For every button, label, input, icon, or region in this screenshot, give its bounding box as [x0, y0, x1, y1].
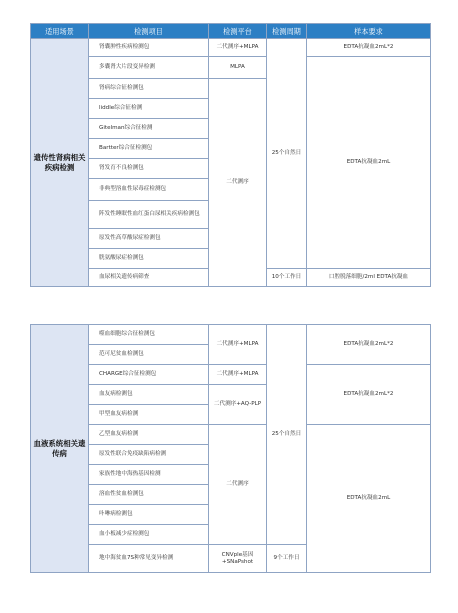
cycle-cell: 9个工作日 — [267, 545, 307, 573]
test-item: 血小板减少症检测包 — [89, 525, 209, 545]
test-item: 肾囊肿性疾病检测包 — [89, 39, 209, 57]
platform-cell: CNVple基因+SNaPshot — [209, 545, 267, 573]
test-item: 阵发性睡眠性血红蛋白尿相关疾病检测包 — [89, 201, 209, 229]
table-row — [31, 425, 431, 445]
table-row — [31, 39, 431, 57]
test-item: 甲型血友病检测 — [89, 405, 209, 425]
test-item: 原发性高草酸尿症检测包 — [89, 229, 209, 249]
test-item: 肾发育不良检测包 — [89, 159, 209, 179]
test-item: Bartter综合征检测包 — [89, 139, 209, 159]
header-cycle: 检测周期 — [267, 24, 307, 39]
sample-cell: EDTA抗凝血2mL*2 — [307, 39, 431, 57]
test-item: 肾病综合征检测包 — [89, 79, 209, 99]
table-section-blood — [30, 324, 430, 573]
test-item: 血友病检测包 — [89, 385, 209, 405]
cycle-cell: 10个工作日 — [267, 269, 307, 287]
cycle-cell: 25个自然日 — [267, 39, 307, 269]
test-item: 范可尼贫血检测包 — [89, 345, 209, 365]
test-item: liddle综合征检测 — [89, 99, 209, 119]
sample-cell: EDTA抗凝血2mL — [307, 57, 431, 269]
platform-cell: 二代测序+MLPA — [209, 365, 267, 385]
platform-cell: MLPA — [209, 57, 267, 79]
scene-cell: 血液系统相关遗传病 — [31, 325, 89, 573]
test-item: Gitelman综合征检测 — [89, 119, 209, 139]
table-row — [31, 325, 431, 345]
platform-cell: 二代测序+AQ-PLP — [209, 385, 267, 425]
table-section-renal — [30, 23, 430, 287]
sample-cell: EDTA抗凝血2mL — [307, 425, 431, 573]
test-item: 血尿相关遗传病筛查 — [89, 269, 209, 287]
test-item: 噬血细胞综合征检测包 — [89, 325, 209, 345]
test-item: 胱氨酸尿症检测包 — [89, 249, 209, 269]
test-item: CHARGE综合征检测包 — [89, 365, 209, 385]
renal-disease-table — [30, 23, 431, 287]
platform-cell: 二代测序+MLPA — [209, 325, 267, 365]
test-item: 乙型血友病检测 — [89, 425, 209, 445]
table-row — [31, 57, 431, 79]
platform-cell: 二代测序 — [209, 425, 267, 545]
header-sample: 样本要求 — [307, 24, 431, 39]
test-item: 家族性地中海热基因检测 — [89, 465, 209, 485]
test-item: 卟啉病检测包 — [89, 505, 209, 525]
blood-disease-table — [30, 324, 431, 573]
platform-cell: 二代测序 — [209, 79, 267, 287]
platform-cell: 二代测序+MLPA — [209, 39, 267, 57]
sample-cell: 口腔脱落细胞/2ml EDTA抗凝血 — [307, 269, 431, 287]
test-item: 溶血性贫血检测包 — [89, 485, 209, 505]
test-item: 多囊肾大片段变异检测 — [89, 57, 209, 79]
scene-cell: 遗传性肾病相关疾病检测 — [31, 39, 89, 287]
header-scene: 适用场景 — [31, 24, 89, 39]
test-item: 地中海贫血7S种常见变异检测 — [89, 545, 209, 573]
header-row — [31, 24, 431, 39]
sample-cell: EDTA抗凝血2mL*2 — [307, 365, 431, 425]
test-item: 原发性联合免疫缺陷病检测 — [89, 445, 209, 465]
cycle-cell: 25个自然日 — [267, 325, 307, 545]
table-row — [31, 365, 431, 385]
header-platform: 检测平台 — [209, 24, 267, 39]
test-item: 非典型溶血性尿毒症检测包 — [89, 179, 209, 201]
header-item: 检测项目 — [89, 24, 209, 39]
sample-cell: EDTA抗凝血2mL*2 — [307, 325, 431, 365]
